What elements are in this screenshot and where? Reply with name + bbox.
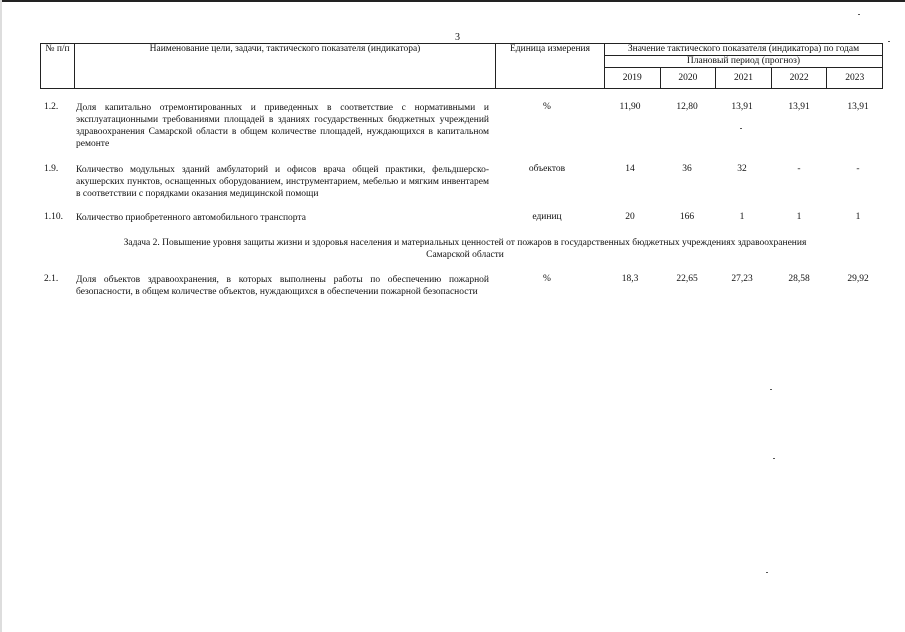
row-number: 2.1.: [44, 274, 59, 284]
scan-speck: [773, 458, 775, 459]
row-value: 29,92: [847, 274, 869, 284]
row-value: 18,3: [621, 274, 639, 284]
header-year: 2022: [771, 68, 827, 89]
task-heading: Задача 2. Повышение уровня защиты жизни и здоровья населения и материальных ценностей от пожаров в государственных бюджетных учреждениях здравоохранения Самарской области: [123, 238, 807, 260]
row-name: Количество приобретенного автомобильного транспорта: [76, 213, 306, 223]
row-name: Доля капитально отремонтированных и приведенных в соответствие с нормативными и эксплуатационными требованиями площадей в зданиях государственных бюджетных учреждений здравоохранения Самарской области в общем количестве площадей, нуждающихся в капитальном ремонте: [76, 103, 489, 149]
scan-top-edge: [0, 0, 905, 2]
row-value: 12,80: [676, 102, 698, 112]
row-value: 1: [796, 212, 802, 222]
row-unit: %: [543, 102, 551, 112]
row-unit: единиц: [532, 212, 562, 222]
row-value: 22,65: [676, 274, 698, 284]
header-values: Значение тактического показателя (индикатора) по годам: [605, 44, 883, 56]
row-unit: объектов: [528, 164, 566, 174]
row-value: 13,91: [731, 102, 753, 112]
row-value: 13,91: [788, 102, 810, 112]
row-number: 1.9.: [44, 164, 59, 174]
page-number: 3: [455, 32, 460, 43]
row-number: 1.10.: [44, 212, 63, 222]
row-number: 1.2.: [44, 102, 59, 112]
row-value: 27,23: [731, 274, 753, 284]
row-value: 1: [855, 212, 861, 222]
header-year: 2020: [660, 68, 716, 89]
header-unit: Единица измерения: [496, 44, 605, 89]
row-value: 166: [679, 212, 695, 222]
row-name: Количество модульных зданий амбулаторий и офисов врача общей практики, фельдшерско-акушерских пунктов, оснащенных оборудованием, инструментарием, мебелью и мягким инвентарем в соответствии с порядками оказания медицинской помощи: [76, 165, 489, 199]
scan-speck: [770, 389, 772, 390]
row-name: Доля объектов здравоохранения, в которых выполнены работы по обеспечению пожарной безопасности, в общем количестве объектов, нуждающихся в обеспечении пожарной безопасности: [76, 275, 489, 297]
header-year: 2023: [827, 68, 883, 89]
scan-speck: [888, 41, 890, 42]
row-value: 32: [737, 164, 747, 174]
header-year: 2019: [605, 68, 661, 89]
header-period: Плановый период (прогноз): [605, 56, 883, 68]
row-value: 11,90: [619, 102, 641, 112]
row-value: 28,58: [788, 274, 810, 284]
row-value: -: [797, 164, 801, 174]
row-value: 13,91: [847, 102, 869, 112]
row-value: -: [856, 164, 860, 174]
scan-speck: [766, 572, 768, 573]
header-year: 2021: [716, 68, 772, 89]
header-name: Наименование цели, задачи, тактического показателя (индикатора): [75, 44, 496, 89]
header-num: № п/п: [41, 44, 75, 89]
scan-speck: [740, 128, 742, 129]
scan-speck: [858, 14, 860, 15]
row-value: 14: [625, 164, 635, 174]
row-value: 36: [682, 164, 692, 174]
row-value: 1: [739, 212, 745, 222]
scan-left-edge: [0, 0, 2, 632]
table-header: [40, 43, 883, 89]
row-value: 20: [625, 212, 635, 222]
row-unit: %: [543, 274, 551, 284]
